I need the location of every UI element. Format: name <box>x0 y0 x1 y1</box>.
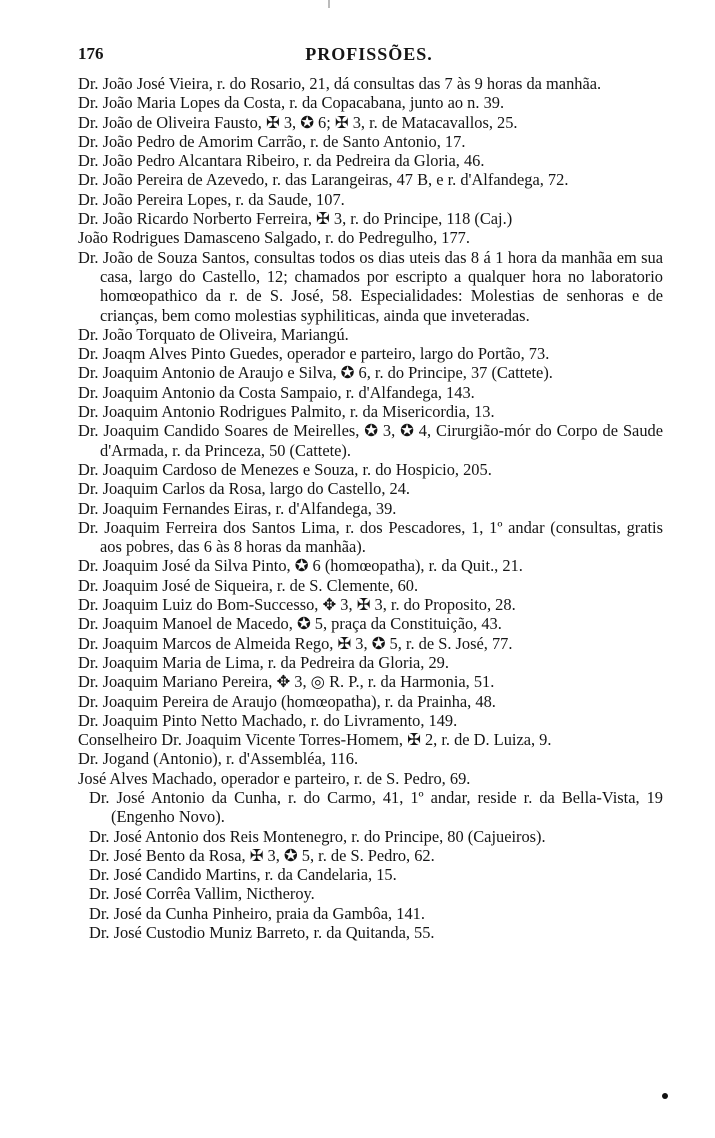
list-item: Dr. José Candido Martins, r. da Candelaria, 15. <box>89 865 397 885</box>
page-number: 176 <box>78 44 104 63</box>
list-item: Dr. José Custodio Muniz Barreto, r. da Quitanda, 55. <box>89 923 435 943</box>
list-item: Dr. José Corrêa Vallim, Nictheroy. <box>89 884 315 904</box>
list-item: Dr. Joaquim Marcos de Almeida Rego, ✠ 3, ✪ 5, r. de S. José, 77. <box>78 633 513 653</box>
list-item: Dr. Joaquim Pereira de Araujo (homœopatha), r. da Prainha, 48. <box>78 691 496 711</box>
list-item: João Rodrigues Damasceno Salgado, r. do Pedregulho, 177. <box>78 228 470 248</box>
list-item: Dr. Jogand (Antonio), r. d'Assembléa, 116. <box>78 749 359 769</box>
list-item: Dr. Joaquim Mariano Pereira, ✥ 3, ◎ R. P., r. da Harmonia, 51. <box>78 672 495 692</box>
list-item: Dr. Joaquim José da Silva Pinto, ✪ 6 (homœopatha), r. da Quit., 21. <box>78 556 523 576</box>
list-item: Dr. João Pedro de Amorim Carrão, r. de Santo Antonio, 17. <box>78 131 466 151</box>
list-item: Dr. Joaquim José de Siqueira, r. de S. Clemente, 60. <box>78 575 419 595</box>
list-item: Dr. José Bento da Rosa, ✠ 3, ✪ 5, r. de S. Pedro, 62. <box>89 845 435 865</box>
list-item: Dr. Joaquim Antonio da Costa Sampaio, r. d'Alfandega, 143. <box>78 382 475 402</box>
directory-list <box>78 74 663 942</box>
list-item: Dr. João de Souza Santos, consultas todos os dias uteis das 8 á 1 hora da manhãa em sua casa, largo do Castello, 12; chamados por escripto a qualquer hora no laboratorio homœopathico da r. de S. José, 58. Especialidades: Molestias de senhoras e de crianças, bem como molestias syphiliticas, ainda que inveteradas. <box>78 247 663 325</box>
list-item: Dr. João Torquato de Oliveira, Mariangú. <box>78 324 349 344</box>
ink-dot <box>662 1093 668 1099</box>
list-item: Dr. José Antonio dos Reis Montenegro, r. do Principe, 80 (Cajueiros). <box>89 826 546 846</box>
list-item: José Alves Machado, operador e parteiro, r. de S. Pedro, 69. <box>78 768 471 788</box>
page-header <box>78 36 660 66</box>
list-item: Dr. Joaquim Maria de Lima, r. da Pedreira da Gloria, 29. <box>78 652 449 672</box>
list-item: Conselheiro Dr. Joaquim Vicente Torres-Homem, ✠ 2, r. de D. Luiza, 9. <box>78 730 552 750</box>
list-item: Dr. José da Cunha Pinheiro, praia da Gambôa, 141. <box>89 903 425 923</box>
list-item: Dr. Joaquim Manoel de Macedo, ✪ 5, praça da Constituição, 43. <box>78 614 502 634</box>
list-item: Dr. João Pereira Lopes, r. da Saude, 107. <box>78 189 345 209</box>
list-item: Dr. João Maria Lopes da Costa, r. da Copacabana, junto ao n. 39. <box>78 93 505 113</box>
running-title: PROFISSÕES. <box>305 44 433 64</box>
list-item: Dr. Joaquim Pinto Netto Machado, r. do Livramento, 149. <box>78 710 458 730</box>
list-item: Dr. João José Vieira, r. do Rosario, 21, dá consultas das 7 às 9 horas da manhãa. <box>78 74 602 93</box>
list-item: Dr. Joaquim Luiz do Bom-Successo, ✥ 3, ✠ 3, r. do Proposito, 28. <box>78 595 516 615</box>
list-item: Dr. Joaquim Ferreira dos Santos Lima, r. dos Pescadores, 1, 1º andar (consultas, gratis aos pobres, das 6 às 8 horas da manhãa). <box>78 517 663 557</box>
list-item: Dr. Joaquim Fernandes Eiras, r. d'Alfandega, 39. <box>78 498 397 518</box>
list-item: Dr. Joaquim Candido Soares de Meirelles, ✪ 3, ✪ 4, Cirurgião-mór do Corpo de Saude d'Armada, r. da Princeza, 50 (Cattete). <box>78 421 663 460</box>
list-item: Dr. Joaquim Antonio Rodrigues Palmito, r. da Misericordia, 13. <box>78 402 495 422</box>
list-item: Dr. João de Oliveira Fausto, ✠ 3, ✪ 6; ✠ 3, r. de Matacavallos, 25. <box>78 112 518 132</box>
list-item: Dr. João Ricardo Norberto Ferreira, ✠ 3, r. do Principe, 118 (Caj.) <box>78 209 513 229</box>
list-item: Dr. João Pedro Alcantara Ribeiro, r. da Pedreira da Gloria, 46. <box>78 151 485 171</box>
list-item: Dr. Joaquim Carlos da Rosa, largo do Castello, 24. <box>78 479 411 499</box>
list-item: Dr. João Pereira de Azevedo, r. das Larangeiras, 47 B, e r. d'Alfandega, 72. <box>78 170 569 190</box>
list-item: Dr. Joaqm Alves Pinto Guedes, operador e parteiro, largo do Portão, 73. <box>78 344 550 364</box>
list-item: Dr. Joaquim Cardoso de Menezes e Souza, r. do Hospicio, 205. <box>78 459 492 479</box>
list-item: Dr. Joaquim Antonio de Araujo e Silva, ✪ 6, r. do Principe, 37 (Cattete). <box>78 363 553 383</box>
list-item: Dr. José Antonio da Cunha, r. do Carmo, 41, 1º andar, reside r. da Bella-Vista, 19 (Engenho Novo). <box>89 787 663 827</box>
page-crease <box>328 0 330 8</box>
